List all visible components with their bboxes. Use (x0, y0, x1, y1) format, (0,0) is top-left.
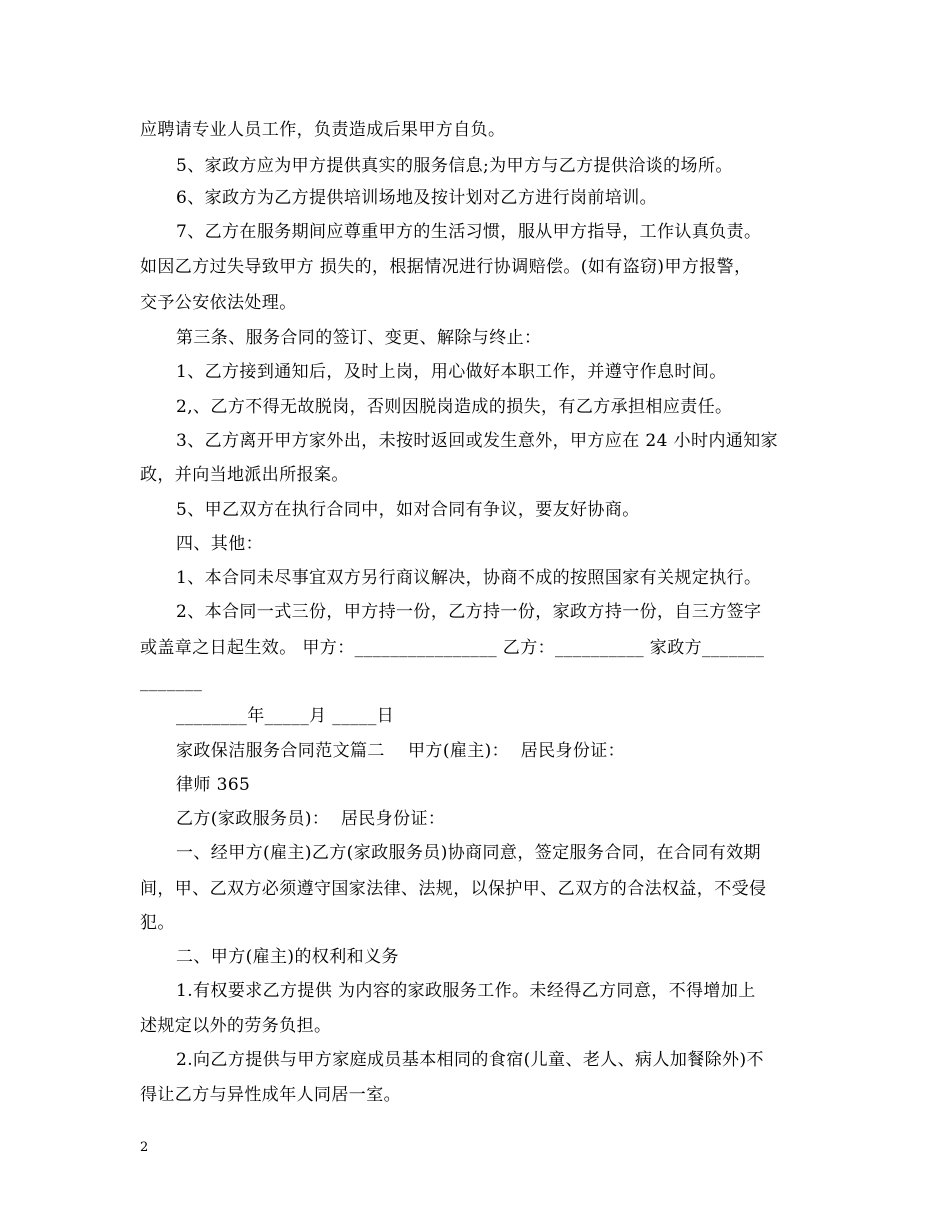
text-line: 6、家政方为乙方提供培训场地及按计划对乙方进行岗前培训。 (176, 188, 658, 208)
text-line: 间，甲、乙双方必须遵守国家法律、法规，以保护甲、乙双方的合法权益，不受侵 (140, 879, 767, 899)
section-heading: 第三条、服务合同的签订、变更、解除与终止： (176, 328, 542, 348)
page-number: 2 (140, 1140, 149, 1155)
text-line: 2、本合同一式三份，甲方持一份，乙方持一份，家政方持一份，自三方签字 (176, 602, 762, 622)
text-line: 1、乙方接到通知后，及时上岗，用心做好本职工作，并遵守作息时间。 (176, 362, 727, 382)
text-line: 5、甲乙双方在执行合同中，如对合同有争议，要友好协商。 (176, 500, 640, 520)
text-line: 一、经甲方(雇主)乙方(家政服务员)协商同意，签定服务合同，在合同有效期 (176, 843, 761, 863)
text-line: 交予公安依法处理。 (140, 293, 297, 313)
text-line: 述规定以外的劳务负担。 (140, 1016, 332, 1036)
text-line: 律师 365 (176, 775, 251, 795)
text-line: 2,、乙方不得无故脱岗，否则因脱岗造成的损失，有乙方承担相应责任。 (176, 397, 733, 417)
text-line: 得让乙方与异性成年人同居一室。 (140, 1085, 401, 1105)
document-title: 家政保洁服务合同范文篇二 甲方(雇主)： 居民身份证： (176, 741, 626, 761)
signature-line: 或盖章之日起生效。 甲方：________________ 乙方：__________ 家政方_______ (140, 638, 765, 658)
text-line: 犯。 (140, 913, 175, 933)
text-line: 2.向乙方提供与甲方家庭成员基本相同的食宿(儿童、老人、病人加餐除外)不 (176, 1050, 764, 1070)
text-line: 应聘请专业人员工作，负责造成后果甲方自负。 (140, 120, 506, 140)
text-line: 5、家政方应为甲方提供真实的服务信息;为甲方与乙方提供洽谈的场所。 (176, 156, 733, 176)
text-line: 7、乙方在服务期间应尊重甲方的生活习惯，服从甲方指导，工作认真负责。 (176, 222, 762, 242)
signature-line: _______ (140, 672, 203, 692)
text-line: 3、乙方离开甲方家外出，未按时返回或发生意外，甲方应在 24 小时内通知家 (176, 431, 779, 451)
text-line: 1.有权要求乙方提供 为内容的家政服务工作。未经得乙方同意，不得增加上 (176, 981, 756, 1001)
text-line: 如因乙方过失导致甲方 损失的，根据情况进行协调赔偿。(如有盗窃)甲方报警， (140, 257, 752, 277)
section-heading: 二、甲方(雇主)的权利和义务 (176, 947, 399, 967)
date-line: ________年_____月 _____日 (176, 706, 395, 726)
text-line: 政，并向当地派出所报案。 (140, 465, 349, 485)
text-line: 乙方(家政服务员)： 居民身份证： (176, 809, 446, 829)
text-line: 1、本合同未尽事宜双方另行商议解决，协商不成的按照国家有关规定执行。 (176, 568, 762, 588)
section-heading: 四、其他： (176, 534, 263, 554)
